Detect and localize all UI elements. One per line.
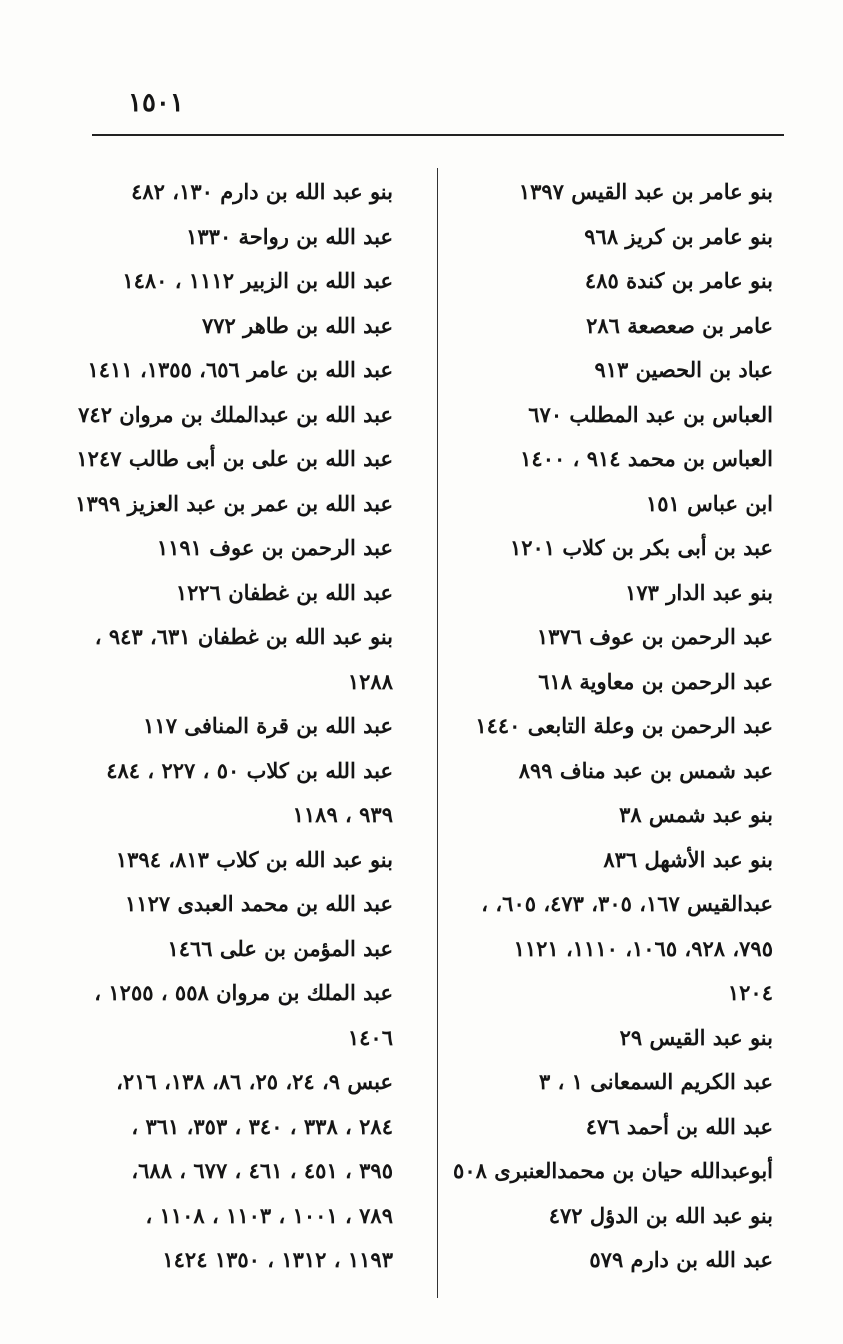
index-entry: ٧٨٩ ، ١٠٠١ ، ١١٠٣ ، ١١٠٨ ، xyxy=(145,1202,393,1228)
index-entry: عبد الله بن على بن أبى طالب ١٢٤٧ xyxy=(76,446,393,471)
index-entry: بنو عبد الله بن الدؤل ٤٧٢ xyxy=(548,1202,773,1228)
index-entry: بنو عامر بن كريز ٩٦٨ xyxy=(584,223,773,249)
index-entry: أبوعبدالله حيان بن محمدالعنبرى ٥٠٨ xyxy=(453,1158,773,1183)
index-entry: ١١٩٣ ، ١٣١٢ ، ١٣٥٠ ١٤٢٤ xyxy=(162,1247,393,1272)
index-entry: العباس بن محمد ٩١٤ ، ١٤٠٠ xyxy=(520,446,773,471)
index-entry: بنو عبد الله بن غطفان ٦٣١، ٩٤٣ ، xyxy=(94,624,393,649)
index-column-left xyxy=(73,170,393,1283)
index-entry: بنو عبد شمس ٣٨ xyxy=(619,802,773,827)
index-entry: عبد المؤمن بن على ١٤٦٦ xyxy=(167,935,393,961)
index-entry: ٣٩٥ ، ٤٥١ ، ٤٦١ ، ٦٧٧ ، ٦٨٨، xyxy=(131,1158,393,1183)
page-number: ١٥٠١ xyxy=(128,88,184,118)
index-entry: بنو عامر بن كندة ٤٨٥ xyxy=(584,268,773,293)
index-entry: عبد الله بن الزبير ١١١٢ ، ١٤٨٠ xyxy=(122,268,393,293)
index-entry: عبد الله بن أحمد ٤٧٦ xyxy=(585,1113,773,1139)
index-entry: عبد الله بن عامر ٦٥٦، ١٣٥٥، ١٤١١ xyxy=(87,357,393,382)
index-entry: عبد الله بن محمد العبدى ١١٢٧ xyxy=(125,891,393,916)
index-entry: عبد بن أبى بكر بن كلاب ١٢٠١ xyxy=(509,535,773,560)
index-entry: عبد الرحمن بن عوف ١٣٧٦ xyxy=(536,624,773,649)
index-entry: عبد الكريم السمعانى ١ ، ٣ xyxy=(538,1069,773,1094)
index-entry: ١٢٨٨ xyxy=(347,668,393,694)
index-entry: عبد الله بن عبدالملك بن مروان ٧٤٢ xyxy=(78,401,393,427)
index-entry: عبد الله بن طاهر ٧٧٢ xyxy=(201,312,393,338)
index-entry: عبد الله بن عمر بن عبد العزيز ١٣٩٩ xyxy=(75,490,393,516)
index-entry: عباد بن الحصين ٩١٣ xyxy=(594,357,773,382)
index-entry: عبدالقيس ١٦٧، ٣٠٥، ٤٧٣، ٦٠٥، ، xyxy=(481,891,773,916)
index-entry: بنو عبد الأشهل ٨٣٦ xyxy=(603,846,773,872)
index-entry: ١٤٠٦ xyxy=(347,1024,393,1050)
index-entry: بنو عبد الدار ١٧٣ xyxy=(625,579,773,605)
index-entry: عبد الرحمن بن عوف ١١٩١ xyxy=(156,535,393,560)
index-entry: ١٢٠٤ xyxy=(727,980,773,1005)
index-entry: عبد الله بن قرة المنافى ١١٧ xyxy=(143,713,393,738)
index-entry: بنو عبد القيس ٢٩ xyxy=(619,1024,773,1050)
header-rule xyxy=(92,134,784,136)
index-entry: العباس بن عبد المطلب ٦٧٠ xyxy=(528,401,773,427)
index-entry: ٢٨٤ ، ٣٣٨ ، ٣٤٠ ، ٣٥٣، ٣٦١ ، xyxy=(131,1113,393,1139)
index-column-right xyxy=(413,170,773,1283)
index-entry: ابن عباس ١٥١ xyxy=(645,490,773,516)
index-entry: بنو عبد الله بن كلاب ٨١٣، ١٣٩٤ xyxy=(115,846,393,872)
index-entry: عبس ٩، ٢٤، ٢٥، ٨٦، ١٣٨، ٢١٦، xyxy=(116,1069,393,1094)
index-entry: ٧٩٥، ٩٢٨، ١٠٦٥، ١١١٠، ١١٢١ xyxy=(513,935,773,961)
index-entry: عبد الملك بن مروان ٥٥٨ ، ١٢٥٥ ، xyxy=(94,980,393,1005)
index-entry: بنو عبد الله بن دارم ١٣٠، ٤٨٢ xyxy=(131,179,393,204)
index-entry: عبد الله بن دارم ٥٧٩ xyxy=(589,1247,773,1272)
index-entry: عبد الرحمن بن وعلة التابعى ١٤٤٠ xyxy=(475,713,773,738)
index-entry: بنو عامر بن عبد القيس ١٣٩٧ xyxy=(518,179,773,204)
index-entry: عبد الله بن غطفان ١٢٢٦ xyxy=(175,579,393,605)
index-entry: عبد شمس بن عبد مناف ٨٩٩ xyxy=(518,757,773,783)
index-entry: عبد الله بن كلاب ٥٠ ، ٢٢٧ ، ٤٨٤ xyxy=(106,757,393,783)
index-entry: عبد الرحمن بن معاوية ٦١٨ xyxy=(538,668,773,694)
index-entry: عامر بن صعصعة ٢٨٦ xyxy=(586,312,773,338)
index-entry: ٩٣٩ ، ١١٨٩ xyxy=(292,802,393,827)
index-entry: عبد الله بن رواحة ١٣٣٠ xyxy=(186,223,393,249)
